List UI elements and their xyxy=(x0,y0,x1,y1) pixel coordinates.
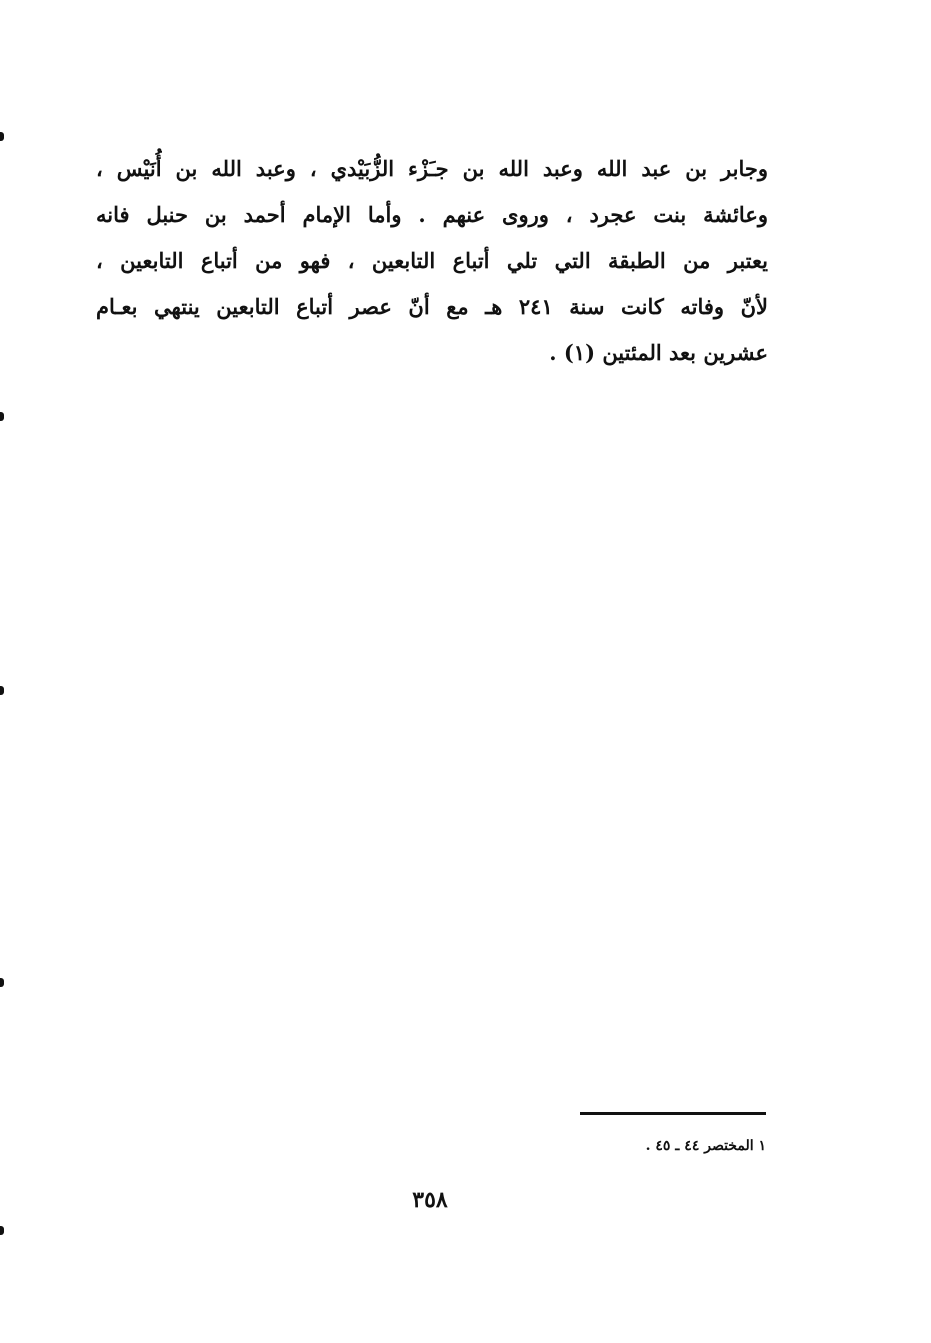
footnote-divider xyxy=(580,1112,766,1115)
scan-edge-mark xyxy=(0,132,4,141)
body-paragraph xyxy=(96,146,768,376)
body-line: وجابر بن عبد الله وعبد الله بن جـَزْء الزُّبَيْدي ، وعبد الله بن أُنَيْس ، xyxy=(96,156,768,181)
scan-edge-mark xyxy=(0,978,4,987)
footnote: ١ المختصر ٤٤ ـ ٤٥ . xyxy=(645,1138,766,1154)
page-number: ٣٥٨ xyxy=(412,1187,448,1213)
scan-edge-mark xyxy=(0,686,4,695)
body-line: لأنّ وفاته كانت سنة ٢٤١ هـ مع أنّ عصر أتباع التابعين ينتهي بعـام xyxy=(96,294,768,319)
body-line: وعائشة بنت عجرد ، وروى عنهم . وأما الإمام أحمد بن حنبل فانه xyxy=(96,202,768,227)
scan-edge-mark xyxy=(0,1226,4,1235)
scan-edge-mark xyxy=(0,412,4,421)
body-line: يعتبر من الطبقة التي تلي أتباع التابعين ، فهو من أتباع التابعين ، xyxy=(96,248,768,273)
body-line: عشرين بعد المئتين (١) . xyxy=(549,340,768,365)
